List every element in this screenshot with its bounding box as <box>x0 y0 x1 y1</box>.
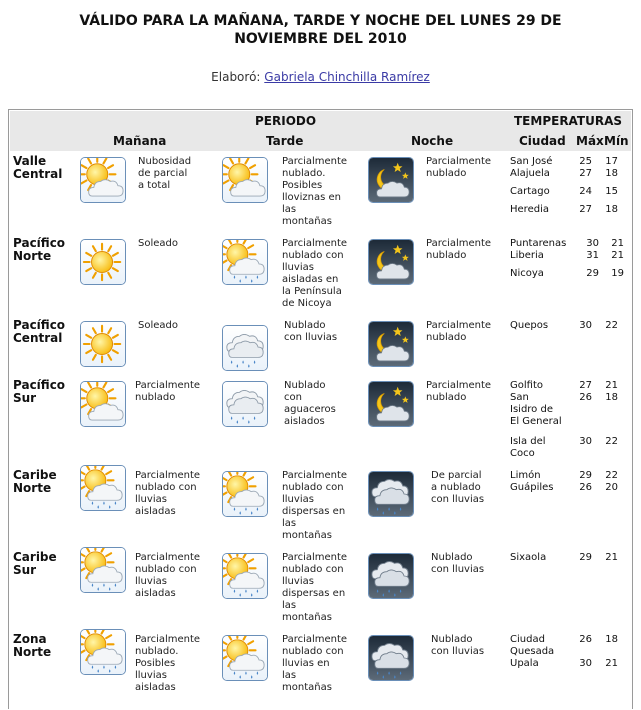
description-line: nublado con <box>135 482 197 493</box>
description-line: nublado <box>135 392 176 403</box>
sunny-icon-graphic <box>81 322 125 366</box>
city-name-line: San <box>510 392 529 403</box>
temp-max: 29 <box>579 470 592 481</box>
description-line: aislados <box>284 416 325 427</box>
header-noche: Noche <box>411 134 454 148</box>
tarde-description <box>284 380 336 428</box>
header-ciudad: Ciudad <box>519 134 566 148</box>
temp-min: 19 <box>611 268 624 279</box>
description-line: Posibles <box>282 180 323 191</box>
partly-sunny-icon-graphic <box>81 382 125 426</box>
description-line: montañas <box>282 530 332 541</box>
night-rain-icon <box>368 635 414 681</box>
city-name <box>510 250 544 262</box>
night-partly-cloudy-icon-graphic <box>369 382 413 426</box>
description-line: a nublado <box>431 482 481 493</box>
city-name-line: Ciudad <box>510 634 545 645</box>
description-line: nublado con <box>282 250 344 261</box>
night-rain-icon-graphic <box>369 554 413 598</box>
region-label-line: Norte <box>13 481 52 495</box>
region-label-line: Central <box>13 331 63 345</box>
description-line: las <box>282 204 297 215</box>
tarde-description <box>284 320 337 344</box>
tarde-description <box>282 470 347 542</box>
description-line: nublado con <box>282 646 344 657</box>
temp-max: 29 <box>586 268 599 279</box>
temp-max: 26 <box>579 634 592 645</box>
temp-max: 24 <box>579 186 592 197</box>
description-line: a total <box>138 180 171 191</box>
temp-min: 21 <box>605 380 618 391</box>
description-line: Nublado <box>431 552 473 563</box>
description-line: Soleado <box>138 320 178 331</box>
rain-cloud-icon <box>222 381 268 427</box>
city-name <box>510 204 549 216</box>
temp-max: 25 <box>579 156 592 167</box>
temp-max: 27 <box>579 204 592 215</box>
noche-description <box>426 156 491 180</box>
description-line: Parcialmente <box>282 470 348 481</box>
description-line: con lluvias <box>431 494 485 505</box>
city-name <box>510 552 546 564</box>
manana-description <box>138 238 178 250</box>
description-line: nublado con <box>282 564 344 575</box>
city-name <box>510 238 566 250</box>
city-name-line: Upala <box>510 658 539 669</box>
description-line: nublado <box>426 250 467 261</box>
description-line: con <box>284 392 302 403</box>
rain-cloud-icon <box>222 325 268 371</box>
sunny-icon <box>80 239 126 285</box>
region-label <box>13 237 65 263</box>
description-line: dispersas en <box>282 588 346 599</box>
header-min: Mín <box>604 134 629 148</box>
city-name <box>510 268 544 280</box>
description-line: Parcialmente <box>426 156 492 167</box>
temp-max: 26 <box>579 392 592 403</box>
description-line: aisladas <box>135 682 176 693</box>
description-line: montañas <box>282 682 332 693</box>
sun-showers-icon-graphic <box>223 240 267 284</box>
tarde-description <box>282 634 347 694</box>
region-label-line: Sur <box>13 391 37 405</box>
region-label <box>13 633 51 659</box>
description-line: lluvias <box>282 262 314 273</box>
region-label-line: Pacífico <box>13 378 66 392</box>
temp-min: 15 <box>605 186 618 197</box>
city-name <box>510 482 553 494</box>
title-line-1: VÁLIDO PARA LA MAÑANA, TARDE Y NOCHE DEL LUNES 29 DE <box>79 13 562 29</box>
author-link[interactable]: Gabriela Chinchilla Ramírez <box>264 70 430 84</box>
sun-showers-icon-graphic <box>81 548 125 592</box>
description-line: Soleado <box>138 238 178 249</box>
description-line: Parcialmente <box>426 238 492 249</box>
city-name-line: Coco <box>510 448 535 459</box>
temp-min: 18 <box>605 392 618 403</box>
description-line: lloviznas en <box>282 192 341 203</box>
city-name-line: Heredia <box>510 204 549 215</box>
temp-max: 30 <box>579 436 592 447</box>
region-label <box>13 319 65 345</box>
city-name-line: Isla del <box>510 436 546 447</box>
temp-min: 18 <box>605 204 618 215</box>
description-line: aisladas <box>135 588 176 599</box>
temp-min: 21 <box>605 658 618 669</box>
description-line: Nubosidad <box>138 156 192 167</box>
city-name-line: Cartago <box>510 186 550 197</box>
description-line: lluvias <box>135 576 167 587</box>
manana-description <box>138 320 178 332</box>
temp-max: 31 <box>586 250 599 261</box>
city-name <box>510 658 539 670</box>
partly-sunny-icon <box>222 157 268 203</box>
city-name-line: Alajuela <box>510 168 550 179</box>
sun-showers-icon <box>80 547 126 593</box>
night-partly-cloudy-icon <box>368 321 414 367</box>
region-label-line: Zona <box>13 632 47 646</box>
city-name-line: Sixaola <box>510 552 547 563</box>
region-label <box>13 469 57 495</box>
noche-description <box>426 320 491 344</box>
description-line: las <box>282 518 297 529</box>
region-label <box>13 551 57 577</box>
sun-showers-icon <box>222 239 268 285</box>
night-rain-icon <box>368 471 414 517</box>
tarde-description <box>282 156 347 228</box>
sun-showers-icon-graphic <box>223 636 267 680</box>
forecast-table <box>8 109 633 709</box>
description-line: nublado <box>426 392 467 403</box>
region-label-line: Sur <box>13 563 37 577</box>
description-line: De parcial <box>431 470 482 481</box>
city-name-line: Quesada <box>510 646 555 657</box>
night-rain-icon-graphic <box>369 636 413 680</box>
manana-description <box>138 156 191 192</box>
description-line: nublado con <box>135 564 197 575</box>
header-manana: Mañana <box>113 134 167 148</box>
region-label-line: Norte <box>13 249 52 263</box>
description-line: con lluvias <box>284 332 338 343</box>
rain-cloud-icon-graphic <box>223 382 267 426</box>
description-line: Parcialmente <box>282 552 348 563</box>
city-name-line: Golfito <box>510 380 543 391</box>
night-partly-cloudy-icon <box>368 239 414 285</box>
description-line: nublado. <box>282 168 326 179</box>
temp-min: 18 <box>605 168 618 179</box>
noche-description <box>431 470 484 506</box>
description-line: Parcialmente <box>426 380 492 391</box>
night-partly-cloudy-icon <box>368 381 414 427</box>
rain-cloud-icon-graphic <box>223 326 267 370</box>
night-partly-cloudy-icon-graphic <box>369 158 413 202</box>
description-line: con lluvias <box>431 564 485 575</box>
temp-min: 21 <box>611 238 624 249</box>
title-line-2: NOVIEMBRE DEL 2010 <box>234 31 407 47</box>
manana-description <box>135 552 200 600</box>
sunny-icon-graphic <box>81 240 125 284</box>
tarde-description <box>282 552 347 624</box>
region-label-line: Central <box>13 167 63 181</box>
description-line: dispersas en <box>282 506 346 517</box>
description-line: Parcialmente <box>282 238 348 249</box>
description-line: aisladas en <box>282 274 339 285</box>
region-label-line: Caribe <box>13 468 57 482</box>
description-line: nublado con <box>282 482 344 493</box>
temp-max: 26 <box>579 482 592 493</box>
city-name <box>510 392 562 428</box>
sun-showers-icon <box>222 635 268 681</box>
region-label <box>13 155 62 181</box>
sun-showers-icon <box>80 629 126 675</box>
night-partly-cloudy-icon <box>368 157 414 203</box>
sun-showers-icon <box>80 465 126 511</box>
temp-max: 30 <box>586 238 599 249</box>
header-tarde: Tarde <box>266 134 304 148</box>
noche-description <box>431 552 484 576</box>
city-name <box>510 186 550 198</box>
temp-max: 30 <box>579 320 592 331</box>
description-line: Parcialmente <box>282 156 348 167</box>
author-label: Elaboró: <box>211 70 261 84</box>
description-line: Posibles <box>135 658 176 669</box>
temp-min: 22 <box>605 436 618 447</box>
temp-min: 18 <box>605 634 618 645</box>
manana-description <box>135 634 200 694</box>
description-line: nublado <box>426 168 467 179</box>
description-line: Nublado <box>431 634 473 645</box>
region-label-line: Pacífico <box>13 318 66 332</box>
description-line: nublado <box>426 332 467 343</box>
night-rain-icon-graphic <box>369 472 413 516</box>
noche-description <box>426 380 491 404</box>
description-line: Parcialmente <box>135 552 201 563</box>
sunny-icon <box>80 321 126 367</box>
city-name-line: San José <box>510 156 553 167</box>
description-line: lluvias <box>282 576 314 587</box>
city-name-line: Isidro de <box>510 404 553 415</box>
manana-description <box>135 380 200 404</box>
noche-description <box>426 238 491 262</box>
temp-max: 29 <box>579 552 592 563</box>
description-line: lluvias <box>135 494 167 505</box>
city-name-line: Nicoya <box>510 268 544 279</box>
manana-description <box>135 470 200 518</box>
partly-sunny-icon-graphic <box>81 158 125 202</box>
city-name <box>510 436 546 460</box>
description-line: montañas <box>282 216 332 227</box>
city-name-line: Puntarenas <box>510 238 567 249</box>
sun-showers-icon-graphic <box>81 630 125 674</box>
description-line: Parcialmente <box>135 634 201 645</box>
partly-sunny-icon-graphic <box>223 158 267 202</box>
description-line: lluvias <box>135 670 167 681</box>
description-line: nublado. <box>135 646 179 657</box>
description-line: montañas <box>282 612 332 623</box>
description-line: Nublado <box>284 320 326 331</box>
temp-min: 17 <box>605 156 618 167</box>
sun-showers-icon-graphic <box>81 466 125 510</box>
night-partly-cloudy-icon-graphic <box>369 240 413 284</box>
temp-min: 22 <box>605 320 618 331</box>
description-line: de parcial <box>138 168 188 179</box>
header-max: Máx <box>576 134 604 148</box>
description-line: la Península <box>282 286 342 297</box>
temp-min: 20 <box>605 482 618 493</box>
city-name-line: El General <box>510 416 562 427</box>
sun-showers-icon-graphic <box>223 472 267 516</box>
description-line: Nublado <box>284 380 326 391</box>
city-name-line: Liberia <box>510 250 544 261</box>
city-name-line: Quepos <box>510 320 549 331</box>
temp-max: 27 <box>579 168 592 179</box>
city-name <box>510 380 543 392</box>
description-line: lluvias en <box>282 658 330 669</box>
tarde-description <box>282 238 347 310</box>
temp-min: 21 <box>605 552 618 563</box>
city-name-line: Limón <box>510 470 541 481</box>
sun-showers-icon <box>222 553 268 599</box>
sun-showers-icon <box>222 471 268 517</box>
city-name <box>510 634 554 658</box>
city-name-line: Guápiles <box>510 482 554 493</box>
noche-description <box>431 634 484 658</box>
description-line: las <box>282 670 297 681</box>
header-periodo: PERIODO <box>255 114 317 128</box>
temp-max: 27 <box>579 380 592 391</box>
description-line: con lluvias <box>431 646 485 657</box>
city-name <box>510 470 541 482</box>
description-line: Parcialmente <box>135 470 201 481</box>
description-line: las <box>282 600 297 611</box>
region-label <box>13 379 65 405</box>
description-line: lluvias <box>282 494 314 505</box>
description-line: de Nicoya <box>282 298 332 309</box>
partly-sunny-icon <box>80 157 126 203</box>
description-line: aguaceros <box>284 404 336 415</box>
temp-max: 30 <box>579 658 592 669</box>
description-line: aisladas <box>135 506 176 517</box>
description-line: Parcialmente <box>282 634 348 645</box>
region-label-line: Norte <box>13 645 52 659</box>
sun-showers-icon-graphic <box>223 554 267 598</box>
city-name <box>510 156 552 168</box>
page-title <box>0 12 641 48</box>
temp-min: 22 <box>605 470 618 481</box>
description-line: Parcialmente <box>426 320 492 331</box>
city-name <box>510 320 548 332</box>
night-rain-icon <box>368 553 414 599</box>
region-label-line: Caribe <box>13 550 57 564</box>
region-label-line: Pacífico <box>13 236 66 250</box>
header-temperaturas: TEMPERATURAS <box>514 114 623 128</box>
night-partly-cloudy-icon-graphic <box>369 322 413 366</box>
author-line <box>0 70 641 84</box>
temp-min: 21 <box>611 250 624 261</box>
city-name <box>510 168 550 180</box>
description-line: Parcialmente <box>135 380 201 391</box>
partly-sunny-icon <box>80 381 126 427</box>
region-label-line: Valle <box>13 154 47 168</box>
